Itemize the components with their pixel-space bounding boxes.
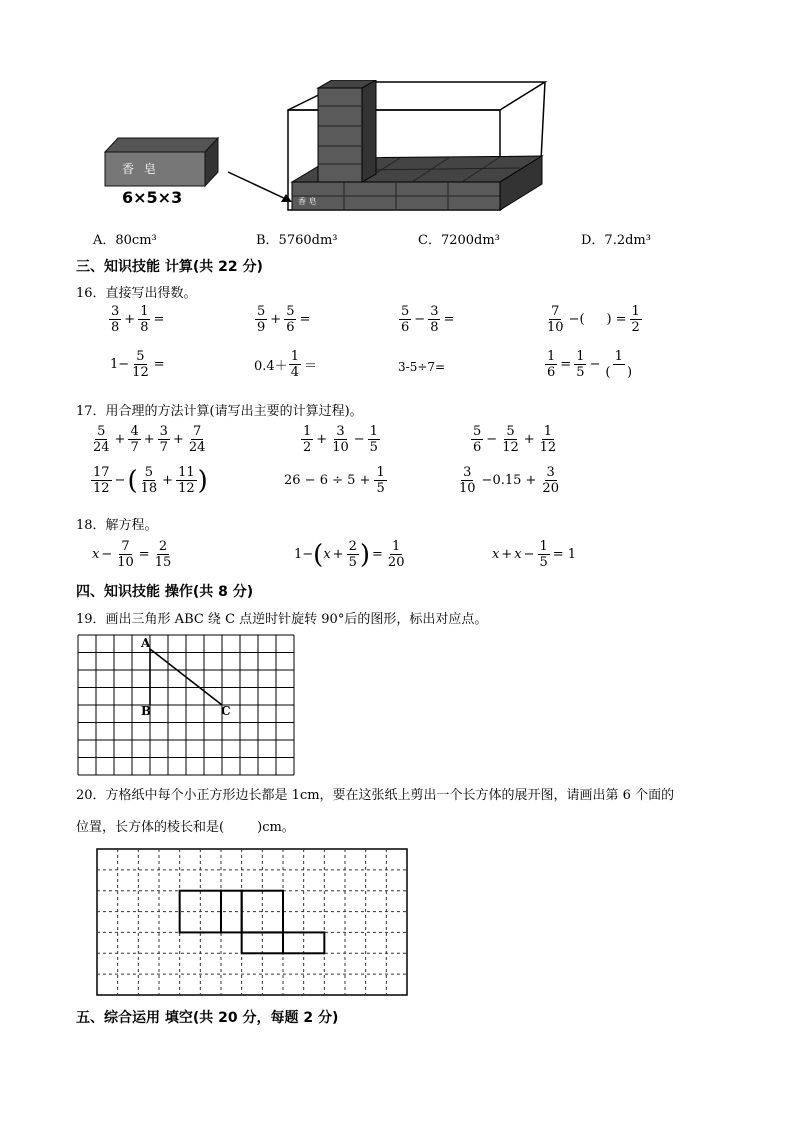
q17-r2-a: $\frac{17}{12}$ − ( $\frac{5}{18}$ + $\frac{11}{12}$ ): [93, 465, 208, 496]
q17-stem: 17．用合理的方法计算(请写出主要的计算过程)。: [76, 404, 363, 419]
q20-stem-line1: 20．方格纸中每个小正方形边长都是 1cm，要在这张纸上剪出一个长方体的展开图，请画出第 6 个面的: [76, 788, 675, 803]
q18-b: 1− ( x + $\frac{2}{5}$ ) = $\frac{1}{20}$: [294, 539, 405, 570]
q16-r1-c: $\frac{5}{6}$ − $\frac{3}{8}$ =: [401, 304, 455, 335]
option-c: C．7200dm³: [418, 233, 500, 248]
soap-box-illustration: [100, 80, 550, 220]
q20-stem-line2: 位置，长方体的棱长和是( )cm。: [76, 820, 295, 835]
soap-dimensions: 6×5×3: [122, 188, 183, 207]
q17-r2-c: $\frac{3}{10}$ −0.15 + $\frac{3}{20}$: [459, 465, 559, 496]
q16-r1-b: $\frac{5}{9}$ + $\frac{5}{6}$ =: [257, 304, 311, 335]
q16-r1-d: $\frac{7}{10}$ −( ) = $\frac{1}{2}$: [547, 304, 640, 335]
option-b: B．5760dm³: [256, 233, 338, 248]
q19-stem: 19．画出三角形 ABC 绕 C 点逆时针旋转 90°后的图形，标出对应点。: [76, 612, 488, 627]
section3-title: 三、知识技能 计算(共 22 分): [76, 259, 263, 275]
grid-border: [97, 849, 407, 995]
box-soap-label: 香 皂: [298, 197, 317, 206]
q17-r1-a: $\frac{5}{24}$ + $\frac{4}{7}$ + $\frac{3}{7}$ + $\frac{7}{24}$: [93, 424, 206, 455]
q17-r1-b: $\frac{1}{2}$ + $\frac{3}{10}$ − $\frac{1}{5}$: [303, 424, 378, 455]
q16-r2-d: $\frac{1}{6}$ = $\frac{1}{5}$ − $\frac{1}{( )}$: [547, 349, 633, 380]
q18-stem: 18．解方程。: [76, 518, 158, 533]
q19-grid[interactable]: [77, 634, 295, 776]
option-a: A．80cm³: [93, 233, 157, 248]
option-d: D．7.2dm³: [581, 233, 651, 248]
label-a: A: [141, 636, 151, 650]
q20-grid[interactable]: [96, 848, 408, 996]
q17-r2-b: 26 − 6 ÷ 5 + $\frac{1}{5}$: [284, 465, 385, 496]
soap-label: 香 皂: [122, 162, 159, 176]
label-b: B: [141, 704, 152, 718]
section4-title: 四、知识技能 操作(共 8 分): [76, 584, 254, 600]
label-c: C: [221, 704, 231, 718]
q18-a: x − $\frac{7}{10}$ = $\frac{2}{15}$: [92, 539, 172, 570]
q16-r1-a: $\frac{3}{8}$ + $\frac{1}{8}$ =: [111, 304, 165, 335]
q16-r2-a: 1− $\frac{5}{12}$ =: [110, 349, 165, 380]
q16-r2-b: 0.4＋ $\frac{1}{4}$ ＝: [254, 349, 317, 380]
q20-grid-svg: [96, 848, 408, 996]
q17-r1-c: $\frac{5}{6}$ − $\frac{5}{12}$ + $\frac{1}{12}$: [473, 424, 557, 455]
q16-stem: 16．直接写出得数。: [76, 286, 197, 301]
q16-r2-c: 3-5÷7=: [398, 360, 446, 374]
q18-c: x + x − $\frac{1}{5}$ = 1: [492, 539, 577, 570]
q19-grid-svg: [77, 634, 295, 776]
section5-title: 五、综合运用 填空(共 20 分，每题 2 分): [76, 1010, 339, 1026]
